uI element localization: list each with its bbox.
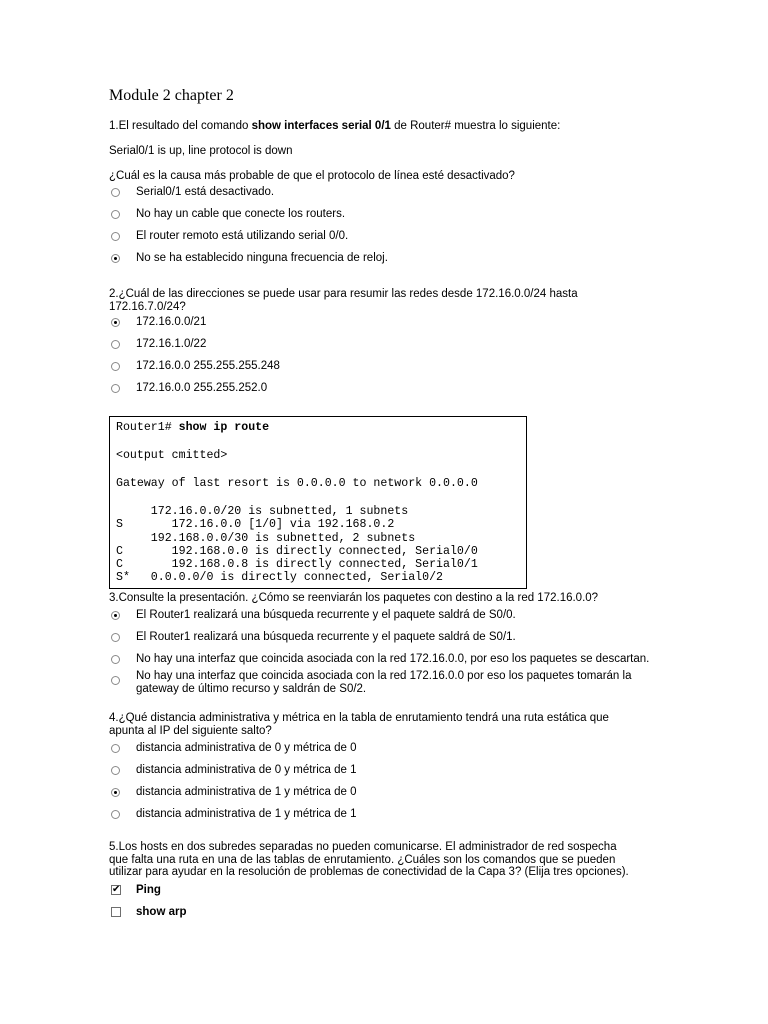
q3-question: 3.Consulte la presentación. ¿Cómo se reenviarán los paquetes con destino a la red 172.16.0.0?	[109, 592, 599, 604]
checkbox-checked-icon[interactable]: ✔	[112, 884, 121, 895]
q4-option-label: distancia administrativa de 0 y métrica de 0	[136, 742, 357, 754]
q4-option-label: distancia administrativa de 1 y métrica de 0	[136, 786, 357, 798]
radio-button-selected-icon[interactable]	[111, 318, 120, 327]
radio-button-icon[interactable]	[111, 232, 120, 241]
terminal-prompt: Router1#	[116, 421, 179, 434]
q1-question-intro	[109, 120, 560, 132]
radio-button-icon[interactable]	[111, 655, 120, 664]
terminal-command-line	[116, 422, 269, 434]
terminal-line: 172.16.0.0/20 is subnetted, 1 subnets	[116, 505, 409, 518]
q2-option-label: 172.16.0.0 255.255.255.248	[136, 360, 280, 372]
q2-option-label: 172.16.0.0/21	[136, 316, 207, 328]
checkbox-icon[interactable]	[111, 907, 121, 917]
q5-option-label: show arp	[136, 906, 187, 918]
q5-question: 5.Los hosts en dos subredes separadas no pueden comunicarse. El administrador de red sospecha que falta una ruta en una de las tablas de enrutamiento. ¿Cuáles son los comandos que se pueden utilizar para ayudar en la resolución de problemas de conectividad de la Capa 3? (Elija tres opciones).	[109, 841, 629, 878]
radio-button-selected-icon[interactable]	[111, 788, 120, 797]
q3-option-label: No hay una interfaz que coincida asociada con la red 172.16.0.0, por eso los paquetes se descartan.	[136, 653, 650, 665]
q1-option-label: No hay un cable que conecte los routers.	[136, 208, 346, 220]
q1-option-label: Serial0/1 está desactivado.	[136, 186, 275, 198]
terminal-line: Gateway of last resort is 0.0.0.0 to network 0.0.0.0	[116, 477, 478, 490]
terminal-line: S* 0.0.0.0/0 is directly connected, Serial0/2	[116, 571, 443, 584]
radio-button-icon[interactable]	[111, 362, 120, 371]
q4-option-label: distancia administrativa de 1 y métrica de 1	[136, 808, 357, 820]
q1-option-label: El router remoto está utilizando serial 0/0.	[136, 230, 349, 242]
q5-option-label: Ping	[136, 884, 161, 896]
terminal-line: C 192.168.0.8 is directly connected, Serial0/1	[116, 558, 478, 571]
q4-question: 4.¿Qué distancia administrativa y métrica en la tabla de enrutamiento tendrá una ruta estática que apunta al IP del siguiente salto?	[109, 712, 609, 737]
q1-command: show interfaces serial 0/1	[251, 120, 391, 132]
radio-button-icon[interactable]	[111, 633, 120, 642]
q2-question: 2.¿Cuál de las direcciones se puede usar para resumir las redes desde 172.16.0.0/24 hasta 172.16.7.0/24?	[109, 288, 578, 313]
terminal-line: 192.168.0.0/30 is subnetted, 2 subnets	[116, 532, 416, 545]
route-table-exhibit	[109, 416, 527, 589]
radio-button-icon[interactable]	[111, 676, 120, 685]
terminal-line: <output cmitted>	[116, 449, 228, 462]
terminal-line: S 172.16.0.0 [1/0] via 192.168.0.2	[116, 518, 395, 531]
q1-suffix: de Router# muestra lo siguiente:	[390, 120, 561, 132]
radio-button-icon[interactable]	[111, 384, 120, 393]
q4-option-label: distancia administrativa de 0 y métrica de 1	[136, 764, 357, 776]
q1-question: ¿Cuál es la causa más probable de que el protocolo de línea esté desactivado?	[109, 170, 515, 182]
q1-option-label: No se ha establecido ninguna frecuencia de reloj.	[136, 252, 388, 264]
q2-option-label: 172.16.1.0/22	[136, 338, 207, 350]
radio-button-icon[interactable]	[111, 744, 120, 753]
q3-option-label: El Router1 realizará una búsqueda recurrente y el paquete saldrá de S0/1.	[136, 631, 516, 643]
page-title: Module 2 chapter 2	[109, 87, 234, 104]
terminal-command: show ip route	[178, 421, 270, 434]
q1-output: Serial0/1 is up, line protocol is down	[109, 145, 293, 157]
q3-option-label: No hay una interfaz que coincida asociada con la red 172.16.0.0 por eso los paquetes tomarán la gateway de último recurso y saldrán de S0/2.	[136, 670, 632, 695]
radio-button-icon[interactable]	[111, 766, 120, 775]
radio-button-icon[interactable]	[111, 210, 120, 219]
q1-prefix: 1.El resultado del comando	[109, 120, 252, 132]
radio-button-icon[interactable]	[111, 340, 120, 349]
radio-button-selected-icon[interactable]	[111, 611, 120, 620]
radio-button-selected-icon[interactable]	[111, 254, 120, 263]
radio-button-icon[interactable]	[111, 188, 120, 197]
terminal-line: C 192.168.0.0 is directly connected, Serial0/0	[116, 545, 478, 558]
q2-option-label: 172.16.0.0 255.255.252.0	[136, 382, 268, 394]
radio-button-icon[interactable]	[111, 810, 120, 819]
q3-option-label: El Router1 realizará una búsqueda recurrente y el paquete saldrá de S0/0.	[136, 609, 516, 621]
